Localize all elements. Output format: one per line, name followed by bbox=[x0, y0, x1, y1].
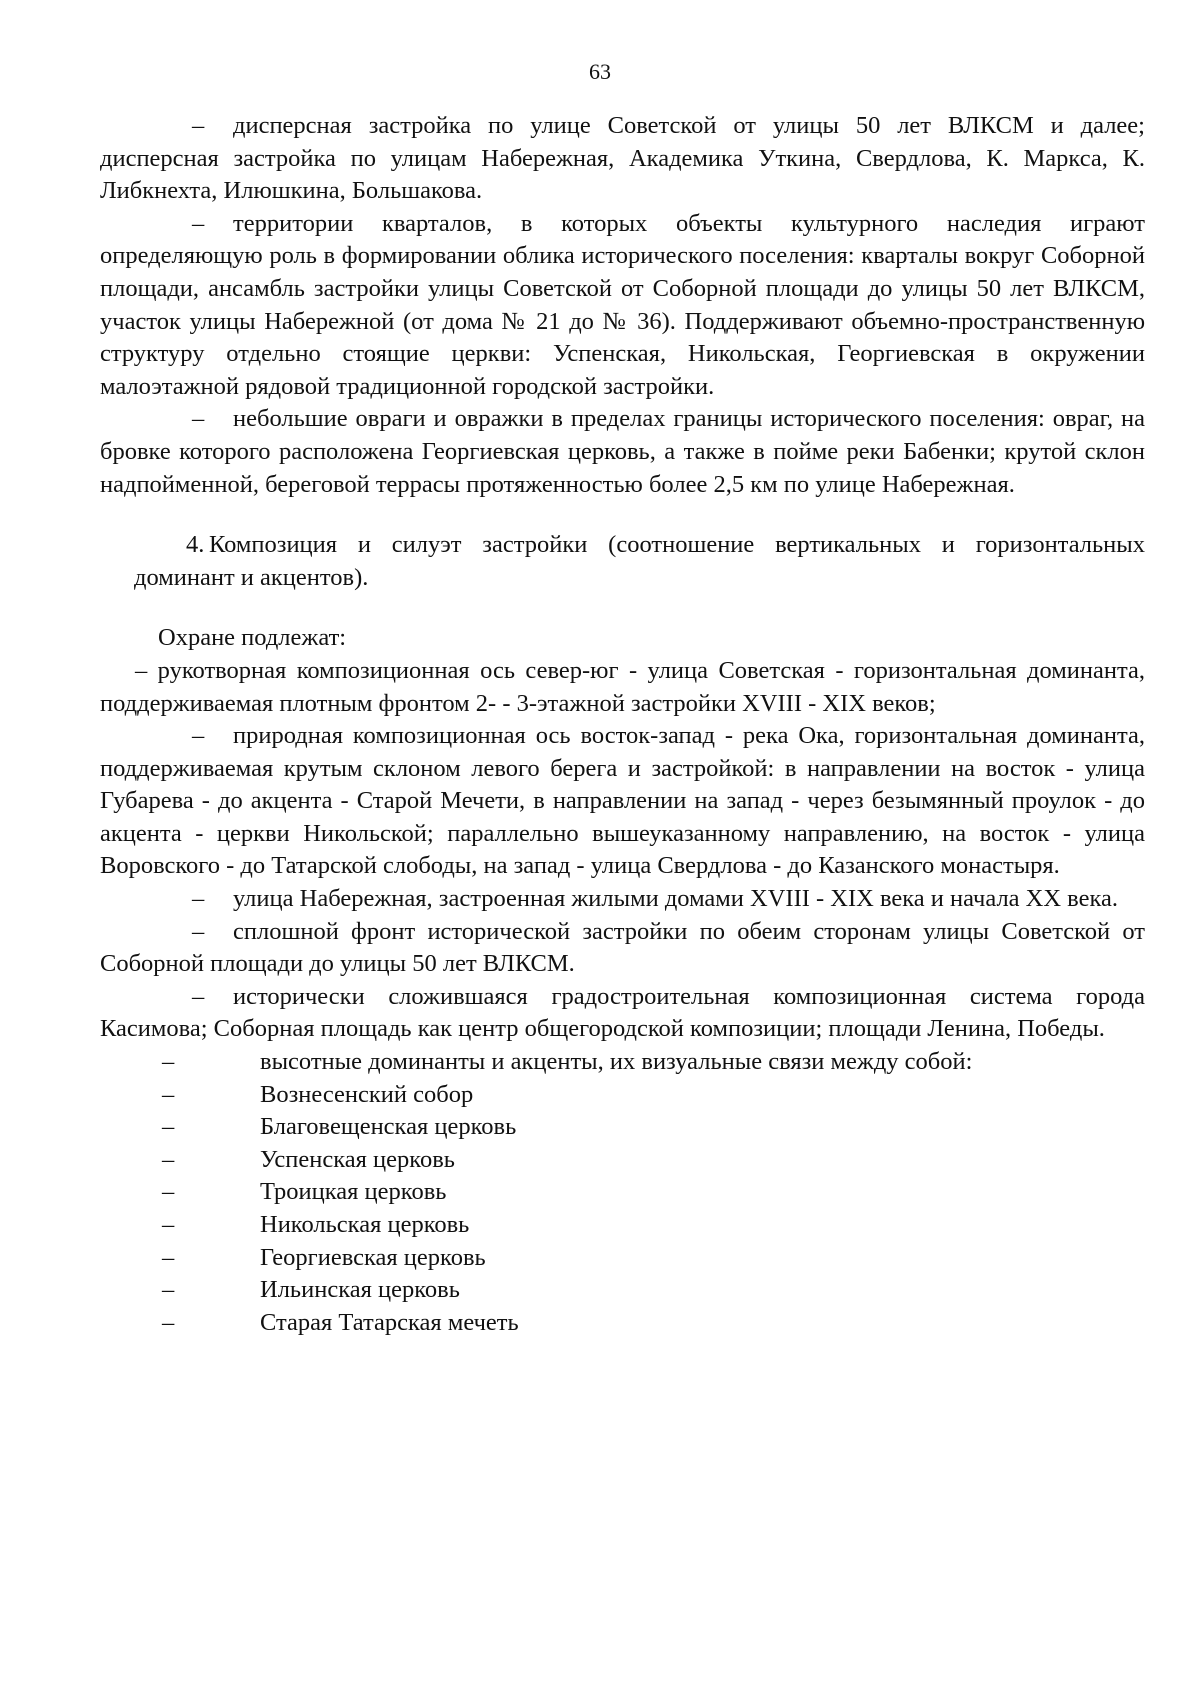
list-item bbox=[100, 1209, 1145, 1242]
page-number: 63 bbox=[589, 59, 611, 84]
dash-marker: – bbox=[162, 1048, 175, 1076]
dominants-list bbox=[100, 1046, 1145, 1339]
paragraph-text: сплошной фронт исторической застройки по обеим сторонам улицы Советской от Соборной площади до улицы 50 лет ВЛКСМ. bbox=[100, 917, 1145, 978]
list-item-text: Троицкая церковь bbox=[260, 1178, 447, 1206]
list-item bbox=[100, 1307, 1145, 1340]
list-item-text: Старая Татарская мечеть bbox=[260, 1308, 519, 1336]
section-title: Композиция и силуэт застройки (соотношение вертикальных и горизонтальных доминант и акцентов). bbox=[134, 531, 1145, 591]
paragraph: – рукотворная композиционная ось север-юг - улица Советская - горизонтальная доминанта, поддерживаемая плотным фронтом 2- - 3-этажной застройки XVIII - XIX веков; bbox=[100, 656, 1145, 717]
paragraph bbox=[100, 110, 1145, 208]
list-item-text: Ильинская церковь bbox=[260, 1276, 460, 1304]
dash-marker: – bbox=[162, 1178, 175, 1206]
section-number: 4. bbox=[186, 531, 205, 559]
list-item-text: Никольская церковь bbox=[260, 1211, 470, 1238]
list-item-text: Благовещенская церковь bbox=[260, 1113, 517, 1141]
dash-marker: – bbox=[192, 112, 205, 139]
paragraph bbox=[100, 883, 1145, 916]
dash-marker: – bbox=[162, 1145, 175, 1173]
list-item bbox=[100, 1274, 1145, 1307]
list-item-text: Георгиевская церковь bbox=[260, 1243, 486, 1271]
document-body bbox=[100, 110, 1145, 1339]
dash-marker: – bbox=[192, 917, 205, 945]
dash-marker: – bbox=[162, 1211, 175, 1238]
dash-marker: – bbox=[162, 1308, 175, 1336]
dash-marker: – bbox=[192, 209, 205, 237]
list-item-text: Вознесенский собор bbox=[260, 1080, 474, 1108]
list-item bbox=[100, 1242, 1145, 1275]
protect-heading: Охране подлежат: bbox=[158, 624, 347, 652]
dash-marker: – bbox=[162, 1276, 175, 1304]
list-item-text: Успенская церковь bbox=[260, 1145, 455, 1173]
paragraph-text: небольшие овраги и овражки в пределах границы исторического поселения: овраг, на бровке которого расположена Георгиевская церковь, а также в пойме реки Бабенки; крутой склон надпойменной, береговой террасы протяженностью более 2,5 км по улице Набережная. bbox=[100, 405, 1145, 498]
paragraph-text: исторически сложившаяся градостроительная композиционная система города Касимова; Соборная площадь как центр общегородской композиции; площади Ленина, Победы. bbox=[100, 982, 1145, 1043]
list-item bbox=[100, 1046, 1145, 1079]
paragraph bbox=[100, 720, 1145, 883]
paragraph-text: природная композиционная ось восток-запад - река Ока, горизонтальная доминанта, поддерживаемая крутым склоном левого берега и застройкой: в направлении на восток - улица Губарева - до акцента - Старой Мечети, в направлении на запад - через безымянный проулок - до акцента - церкви Никольской; параллельно вышеуказанному направлению, на восток - улица Воровского - до Татарской слободы, на запад - улица Свердлова - до Казанского монастыря. bbox=[100, 722, 1145, 880]
paragraph bbox=[100, 916, 1145, 981]
list-item bbox=[100, 1176, 1145, 1209]
dash-marker: – bbox=[192, 722, 205, 750]
dash-marker: – bbox=[192, 885, 205, 913]
dash-marker: – bbox=[192, 405, 205, 433]
dash-marker: – bbox=[162, 1080, 175, 1108]
list-item bbox=[100, 1144, 1145, 1177]
dash-marker: – bbox=[162, 1243, 175, 1271]
paragraph bbox=[100, 403, 1145, 501]
dash-marker: – bbox=[162, 1113, 175, 1141]
paragraph bbox=[100, 981, 1145, 1046]
list-item-text: высотные доминанты и акценты, их визуальные связи между собой: bbox=[260, 1048, 973, 1076]
paragraph-text: территории кварталов, в которых объекты культурного наследия играют определяющую роль в формировании облика исторического поселения: кварталы вокруг Соборной площади, ансамбль застройки улицы Советской от Соборной площади до улицы 50 лет ВЛКСМ, участок улицы Набережной (от дома № 21 до № 36). Поддерживают объемно-пространственную структуру отдельно стоящие церкви: Успенская, Никольская, Георгиевская в окружении малоэтажной рядовой традиционной городской застройки. bbox=[100, 209, 1145, 400]
list-item bbox=[100, 1111, 1145, 1144]
list-item bbox=[100, 1079, 1145, 1112]
dash-marker: – bbox=[192, 982, 205, 1010]
paragraph-text: улица Набережная, застроенная жилыми домами XVIII - XIX века и начала XX века. bbox=[233, 885, 1119, 913]
paragraph-text: дисперсная застройка по улице Советской от улицы 50 лет ВЛКСМ и далее; дисперсная застройка по улицам Набережная, Академика Уткина, Свердлова, К. Маркса, К. Либкнехта, Илюшкина, Большакова. bbox=[100, 112, 1145, 205]
section-heading bbox=[100, 529, 1145, 594]
paragraph bbox=[100, 208, 1145, 404]
